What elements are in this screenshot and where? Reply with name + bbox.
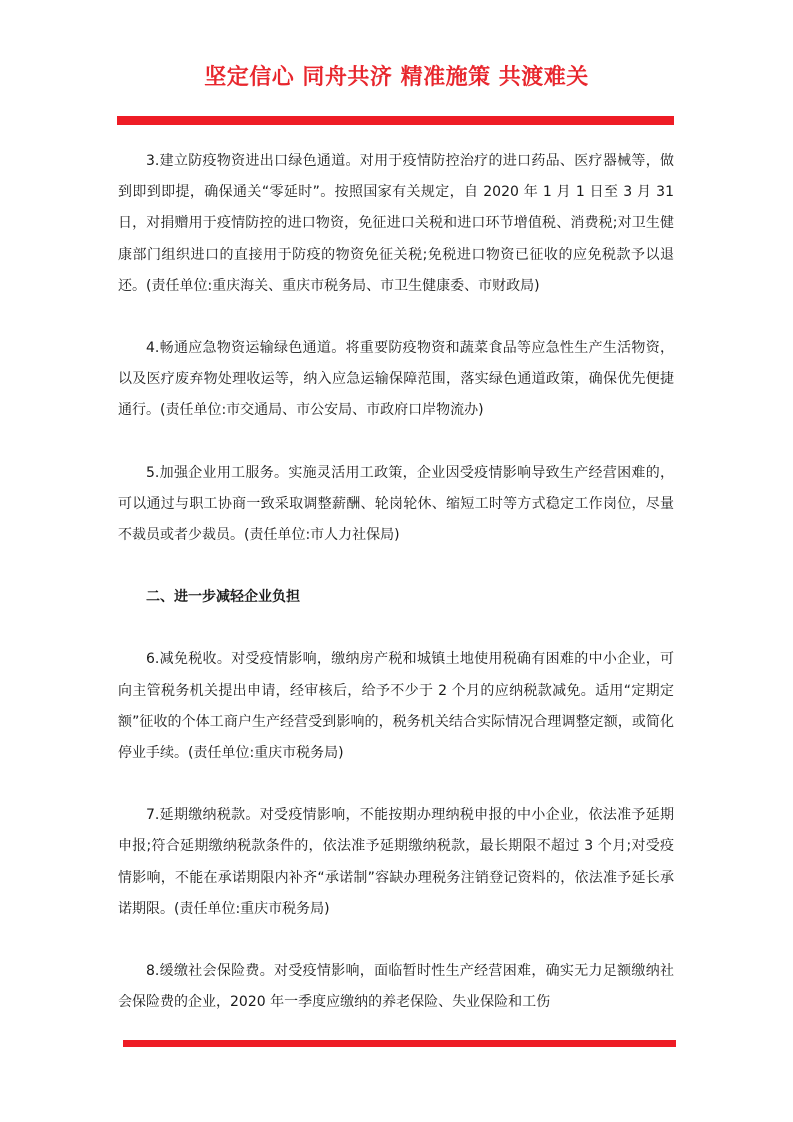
document-body xyxy=(118,146,674,1018)
paragraph-item-6: 6.减免税收。对受疫情影响，缴纳房产税和城镇土地使用税确有困难的中小企业，可向主管税务机关提出申请，经审核后，给予不少于 2 个月的应纳税款减免。适用“定期定额”征收的个体工商户生产经营受到影响的，税务机关结合实际情况合理调整定额，或简化停业手续。(责任单位:重庆市税务局) xyxy=(118,651,674,762)
paragraph-item-5: 5.加强企业用工服务。实施灵活用工政策，企业因受疫情影响导致生产经营困难的，可以通过与职工协商一致采取调整薪酬、轮岗轮休、缩短工时等方式稳定工作岗位，尽量不裁员或者少裁员。(责任单位:市人力社保局) xyxy=(118,464,674,544)
paragraph-item-7: 7.延期缴纳税款。对受疫情影响，不能按期办理纳税申报的中小企业，依法准予延期申报;符合延期缴纳税款条件的，依法准予延期缴纳税款，最长期限不超过 3 个月;对受疫情影响，不能在承诺期限内补齐“承诺制”容缺办理税务注销登记资料的，依法准予延长承诺期限。(责任单位:重庆市税务局) xyxy=(118,807,674,917)
bottom-divider xyxy=(123,1040,676,1047)
paragraph-item-8: 8.缓缴社会保险费。对受疫情影响，面临暂时性生产经营困难，确实无力足额缴纳社会保险费的企业，2020 年一季度应缴纳的养老保险、失业保险和工伤 xyxy=(118,963,674,1011)
page-title: 坚定信心 同舟共济 精准施策 共渡难关 xyxy=(204,65,589,90)
section-heading: 二、进一步减轻企业负担 xyxy=(146,589,300,606)
paragraph-item-3: 3.建立防疫物资进出口绿色通道。对用于疫情防控治疗的进口药品、医疗器械等，做到即到即提，确保通关“零延时”。按照国家有关规定，自 2020 年 1 月 1 日至 3 月 31 日，对捐赠用于疫情防控的进口物资，免征进口关税和进口环节增值税、消费税;对卫生健康部门组织进口的直接用于防疫的物资免征关税;免税进口物资已征收的应免税款予以退还。(责任单位:重庆海关、重庆市税务局、市卫生健康委、市财政局) xyxy=(118,153,674,294)
top-divider xyxy=(117,116,674,125)
paragraph-item-4: 4.畅通应急物资运输绿色通道。将重要防疫物资和蔬菜食品等应急性生产生活物资，以及医疗废弃物处理收运等，纳入应急运输保障范围，落实绿色通道政策，确保优先便捷通行。(责任单位:市交通局、市公安局、市政府口岸物流办) xyxy=(118,340,674,419)
